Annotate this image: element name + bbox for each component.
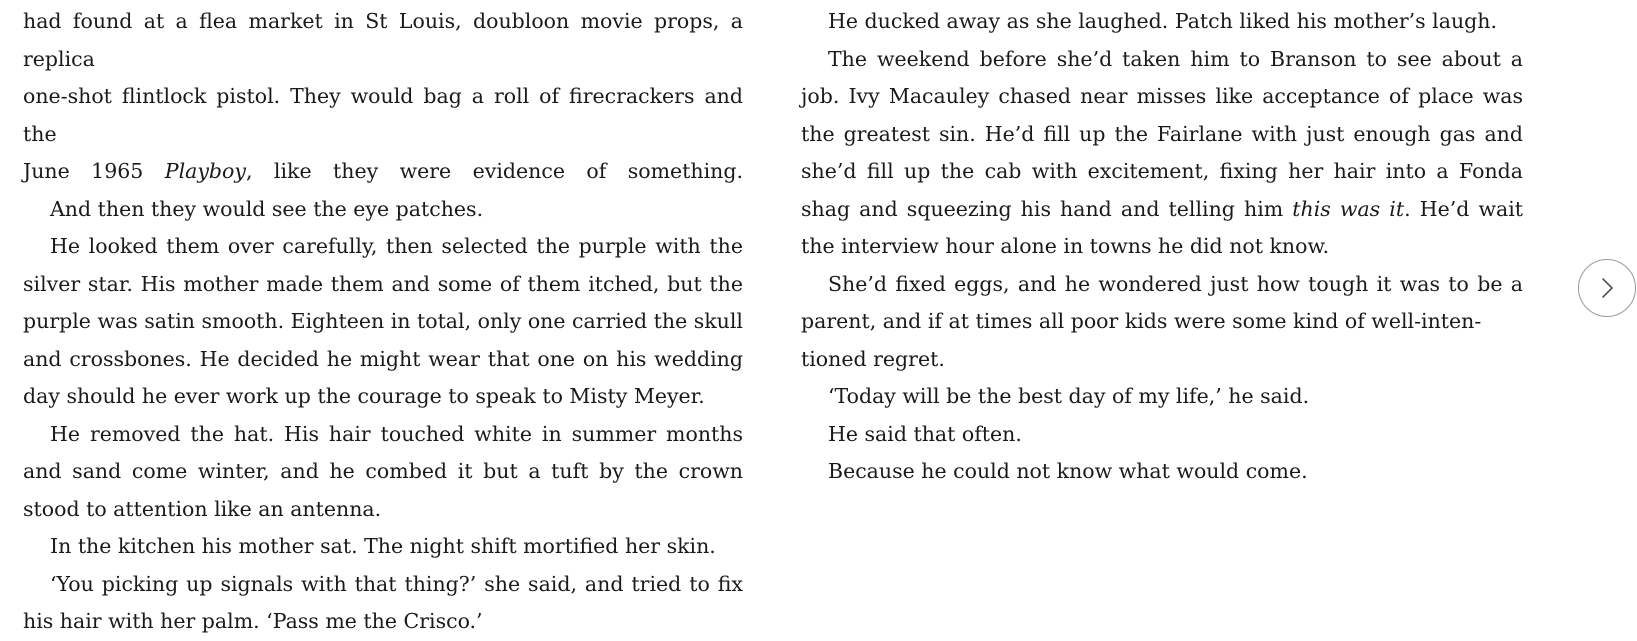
paragraph: He looked them over carefully, then selected the purple with the silver star. His mother made them and some of them itched, but the purple was satin smooth. Eighteen in total, only one carried the skull and crossbones. He decided he might wear that one on his wedding day should he ever work up the courage to speak to Misty Meyer.: [23, 234, 743, 408]
paragraph-text: tioned regret.: [801, 346, 945, 371]
paragraph-text: one-shot flintlock pistol. They would bag a roll of firecrackers and the: [23, 84, 743, 146]
magazine-title: Playboy: [164, 159, 246, 183]
paragraph: He removed the hat. His hair touched white in summer months and sand come winter, and he combed it but a tuft by the crown stood to attention like an antenna.: [23, 421, 743, 521]
paragraph: Because he could not know what would come.: [828, 459, 1308, 483]
paragraph-text: . He’d wait the interview hour alone in towns he did not know.: [801, 196, 1524, 258]
paragraph-text: , like they were evidence of something.: [245, 159, 743, 183]
paragraph: [801, 41, 1523, 266]
next-page-button[interactable]: [1578, 259, 1636, 317]
page-column-left: [23, 3, 743, 641]
paragraph-text: She’d fixed eggs, and he wondered just how tough it was to be a parent, and if at times all poor kids were some kind of well-inten-: [801, 271, 1523, 333]
page-column-right: [801, 3, 1523, 491]
paragraph: [801, 266, 1523, 379]
paragraph-continued: [23, 3, 743, 191]
emphasis-text: this was it: [1292, 196, 1405, 221]
paragraph: ‘You picking up signals with that thing?’ she said, and tried to fix his hair with her palm. ‘Pass me the Crisco.’: [23, 571, 743, 633]
paragraph-text: June 1965: [23, 159, 165, 183]
paragraph: ‘Today will be the best day of my life,’ he said.: [828, 384, 1310, 408]
paragraph: He said that often.: [828, 421, 1022, 446]
paragraph-text: The weekend before she’d taken him to Branson to see about a job. Ivy Macauley chased near misses like acceptance of place was the greatest sin. He’d fill up the Fairlane with just enough gas and she’d fill up the cab with excitement, fixing her hair into a Fonda shag and squeezing his hand and telling him: [801, 46, 1523, 221]
paragraph: And then they would see the eye patches.: [50, 196, 484, 221]
paragraph: He ducked away as she laughed. Patch liked his mother’s laugh.: [828, 9, 1498, 33]
paragraph: In the kitchen his mother sat. The night shift mortified her skin.: [50, 534, 716, 558]
paragraph-text: had found at a flea market in St Louis, doubloon movie props, a replica: [23, 9, 743, 71]
chevron-right-icon: [1597, 276, 1617, 300]
